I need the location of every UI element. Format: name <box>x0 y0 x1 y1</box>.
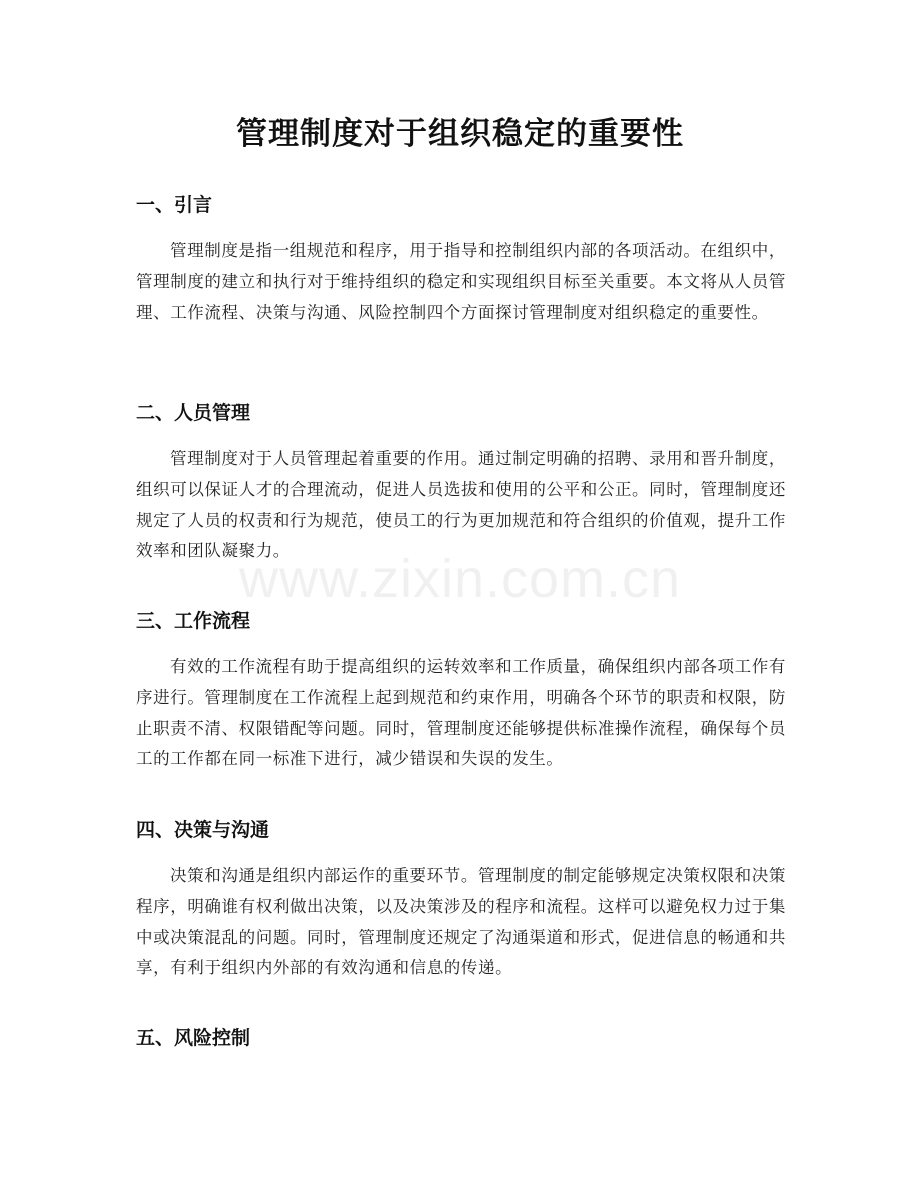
section-paragraph-workflow: 有效的工作流程有助于提高组织的运转效率和工作质量，确保组织内部各项工作有序进行。管理制度在工作流程上起到规范和约束作用，明确各个环节的职责和权限，防止职责不清、权限错配等问题。同时，管理制度还能够提供标准操作流程，确保每个员工的工作都在同一标准下进行，减少错误和失误的发生。 <box>136 657 786 769</box>
section-paragraph-personnel: 管理制度对于人员管理起着重要的作用。通过制定明确的招聘、录用和晋升制度，组织可以保证人才的合理流动，促进人员选拔和使用的公平和公正。同时，管理制度还规定了人员的权责和行为规范，使员工的行为更加规范和符合组织的价值观，提升工作效率和团队凝聚力。 <box>136 449 786 561</box>
section-heading-workflow: 三、工作流程 <box>136 610 251 632</box>
document-title: 管理制度对于组织稳定的重要性 <box>236 116 684 152</box>
section-heading-intro: 一、引言 <box>136 194 213 216</box>
section-paragraph-intro: 管理制度是指一组规范和程序，用于指导和控制组织内部的各项活动。在组织中，管理制度的建立和执行对于维持组织的稳定和实现组织目标至关重要。本文将从人员管理、工作流程、决策与沟通、风险控制四个方面探讨管理制度对组织稳定的重要性。 <box>136 241 786 322</box>
section-heading-personnel: 二、人员管理 <box>136 402 251 424</box>
section-heading-decision: 四、决策与沟通 <box>136 819 270 841</box>
watermark: www.zixin.com.cn <box>238 549 682 609</box>
section-paragraph-decision: 决策和沟通是组织内部运作的重要环节。管理制度的制定能够规定决策权限和决策程序，明确谁有权利做出决策，以及决策涉及的程序和流程。这样可以避免权力过于集中或决策混乱的问题。同时，管理制度还规定了沟通渠道和形式，促进信息的畅通和共享，有利于组织内外部的有效沟通和信息的传递。 <box>136 866 786 978</box>
section-heading-risk: 五、风险控制 <box>136 1027 251 1049</box>
